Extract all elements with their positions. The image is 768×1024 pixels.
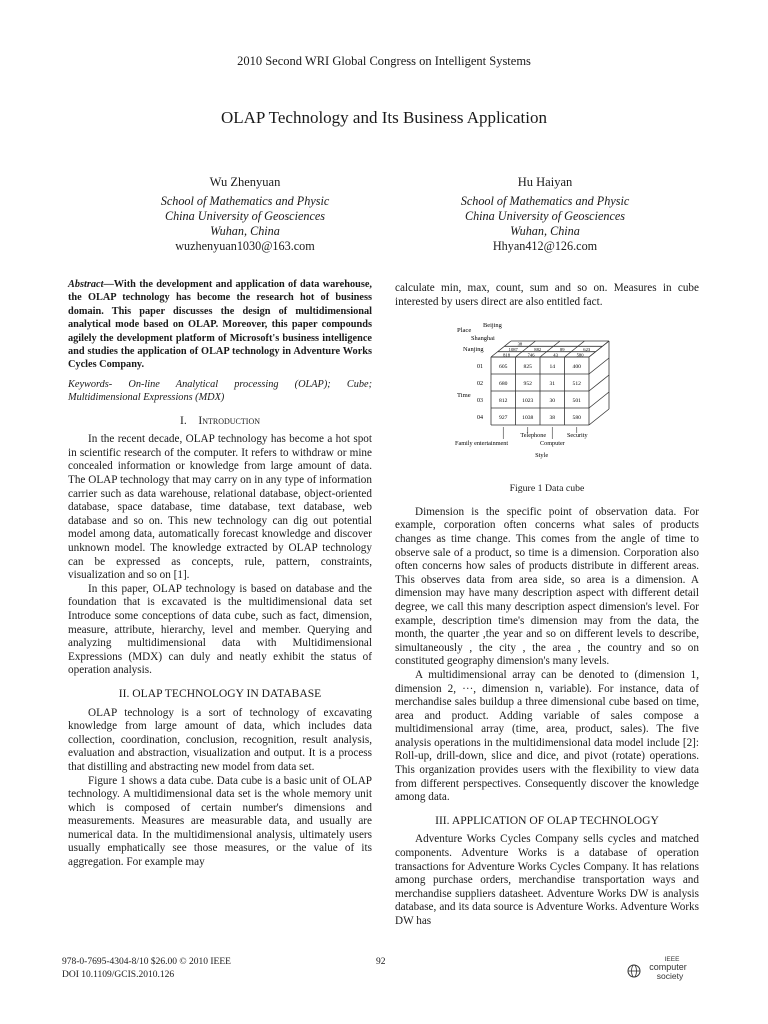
- cube-cell-value: 927: [498, 415, 507, 422]
- cube-cell-value: 501: [572, 398, 581, 405]
- author-name: Hu Haiyan: [517, 175, 573, 189]
- author-dept: School of Mathematics and Physic: [460, 194, 630, 208]
- paragraph: In the recent decade, OLAP technology has become a hot spot in scientific research of the computer. It refers to withdraw or mine concealed information or knowledge from large amount of data. The OLAP technology that may carry on in any type of information carrier such as data warehouse, relational database, object-oriented database, space database, time database, text database, web database and so on. This new technology can dig out potential model among data, automatically forecast knowledge and discover unknown model. The knowledge extracted by OLAP technology can be expressed as concepts, rule, pattern, constraints, visualization and so on [1].: [68, 433, 372, 582]
- paragraph: calculate min, max, count, sum and so on. Measures in cube interested by users direct are also entitled fact.: [395, 282, 699, 308]
- section-1-heading: [68, 414, 372, 428]
- place-label: Beijing: [482, 322, 502, 330]
- cube-top-value: 43: [552, 352, 558, 358]
- logo-text-ieee: IEEE: [664, 956, 680, 963]
- place-axis-label: Place: [456, 327, 471, 335]
- data-cube-diagram: [455, 315, 640, 480]
- globe-icon: [626, 955, 696, 983]
- grid-line: [589, 341, 609, 357]
- quarter-label: 04: [476, 415, 483, 422]
- cube-top-value: 623: [582, 347, 590, 353]
- paper-title: OLAP Technology and Its Business Application: [220, 108, 548, 127]
- doi-line: DOI 10.1109/GCIS.2010.126: [62, 970, 175, 980]
- paragraph: In this paper, OLAP technology is based on database and the foundation that is excavated is the multidimensional data set Introduce some conceptions of data cube, such as fact, dimension, measure, attribute, hierarchy, level and member. Querying and analyzing multidimensional data with Multidimensional Expressions (MDX) can duly and neatly exhibit the status of operation analysis.: [68, 582, 372, 677]
- abstract: [68, 278, 372, 372]
- quarter-label: 01: [476, 364, 483, 371]
- logo-text-computer: computer: [649, 962, 687, 972]
- cube-cell-value: 31: [548, 381, 555, 388]
- paragraph: Dimension is the specific point of observation data. For example, corporation often concerns what sales of products changes as time change. This comes from the angle of time to observe sale of a product, so time is a dimension. Corporation also often concerns how sales of products distribute in different areas. This observes data from area side, so area is a dimension. A dimension may have many description aspect with different detail degree, we call this many description aspect dimension's level. For example, description time's dimension may from the data, the month, the quarter ,the year and so on different levels to describe, simultaneously , the city , the area , the country and so on constituted geography dimension's many levels.: [395, 505, 699, 668]
- grid-line: [589, 392, 609, 408]
- style-axis-label: Style: [534, 452, 548, 460]
- cube-cell-value: 512: [572, 381, 581, 388]
- cube-top-value: 746: [527, 352, 535, 358]
- section-2-heading: II. OLAP TECHNOLOGY IN DATABASE: [118, 686, 322, 700]
- logo-text-society: society: [656, 971, 684, 981]
- cube-top-value: 1087: [508, 347, 518, 353]
- abstract-text: —With the development and application of data warehouse, the OLAP technology has become the research hot of business domain. This paper discusses the design of multidimensional analytical mode based on OLAP. Moreover, this paper compounds agilely the development platform of Microsoft's business intelligence and studies the application of OLAP technology in Adventure Works Cycles Company.: [68, 279, 372, 371]
- cube-cell-value: 680: [498, 381, 507, 388]
- cube-cell-value: 400: [572, 364, 581, 371]
- author-univ: China University of Geosciences: [464, 209, 626, 223]
- cube-top-value: 882: [533, 347, 541, 353]
- page-number: 92: [376, 957, 386, 967]
- footer-left: [62, 956, 231, 982]
- style-label: Telephone: [519, 432, 546, 440]
- cube-cell-value: 1038: [521, 415, 533, 422]
- style-label: Computer: [539, 440, 565, 448]
- cube-cell-value: 825: [523, 364, 532, 371]
- right-column: [395, 282, 699, 929]
- cube-cell-value: 30: [548, 398, 555, 405]
- grid-line: [589, 358, 609, 374]
- style-label: Family entertainment: [454, 440, 508, 448]
- section-number: I.: [180, 413, 187, 427]
- paragraph: Figure 1 shows a data cube. Data cube is a basic unit of OLAP technology. A multidimensional data set is the whole memory unit which is composed of certain number's dimensions and measurements. Measures are measurable data, and usually are numerical data. In the multidimensional analysis, ultimately users usually emphatically see those measures, or the value of its aggregation. For example may: [68, 774, 372, 869]
- author-email[interactable]: wuzhenyuan1030@163.com: [175, 239, 315, 253]
- author-dept: School of Mathematics and Physic: [160, 194, 330, 208]
- author-name: Wu Zhenyuan: [209, 175, 281, 189]
- keywords: Keywords- On-line Analytical processing (OLAP); Cube; Multidimensional Expressions (MDX): [68, 378, 372, 404]
- author-email[interactable]: Hhyan412@126.com: [492, 239, 598, 253]
- author-block-2: [395, 175, 695, 254]
- cube-top-value: 38: [517, 341, 522, 347]
- data-cube-figure: [455, 315, 640, 480]
- abstract-label: Abstract: [68, 279, 104, 290]
- place-label: Nanjing: [462, 346, 484, 354]
- cube-cell-value: 812: [498, 398, 507, 405]
- grid-line: [589, 375, 609, 391]
- paragraph: A multidimensional array can be denoted to (dimension 1, dimension 2, ···, dimension n, variable). For instance, data of merchandise sales buildup a three dimensional cube based on time, area and product. Adding variable of sales compose a multidimensional array (time, area, product, sales). The five analysis operations in the multidimensional data model include [2]: Roll-up, drill-down, slice and dice, and pivot (rotate) operations. This organization provides users with the flexibility to view data from different perspectives. Consequently discover the knowledge among data.: [395, 668, 699, 804]
- time-axis-label: Time: [456, 392, 471, 400]
- style-label: Security: [566, 432, 588, 440]
- quarter-label: 03: [476, 398, 483, 405]
- paragraph: Adventure Works Cycles Company sells cycles and matched components. Adventure Works is a database of operation transactions for Adventure Works Cycles Company. It has relations among purchase orders, merchandise transportation ways and merchandise suppliers datasheet. Adventure Works DW is analysis database, and its data source is Adventure Works. Adventure Works DW has: [395, 833, 699, 927]
- cube-cell-value: 952: [523, 381, 532, 388]
- isbn-line: 978-0-7695-4304-8/10 $26.00 © 2010 IEEE: [62, 957, 231, 967]
- author-univ: China University of Geosciences: [164, 209, 326, 223]
- cube-cell-value: 38: [548, 415, 555, 422]
- section-3-heading: III. APPLICATION OF OLAP TECHNOLOGY: [435, 813, 659, 827]
- left-column: [68, 278, 372, 870]
- ieee-computer-society-logo: [626, 955, 696, 983]
- author-block-1: [95, 175, 395, 254]
- author-city: Wuhan, China: [510, 224, 580, 238]
- conference-name: 2010 Second WRI Global Congress on Intelligent Systems: [237, 54, 531, 68]
- paragraph: OLAP technology is a sort of technology of excavating knowledge from large amount of data, which includes data collection, coordination, conclusion, recognition, result analysis, evaluation and abstraction, visualization and output. It is a process that distilling and abstracting new model from data set.: [68, 706, 372, 773]
- author-city: Wuhan, China: [210, 224, 280, 238]
- quarter-label: 02: [476, 381, 483, 388]
- grid-line: [589, 409, 609, 425]
- section-title: Introduction: [198, 413, 260, 427]
- cube-top-value: 580: [576, 352, 584, 358]
- cube-top-value: 818: [502, 352, 510, 358]
- cube-cell-value: 1023: [521, 398, 533, 405]
- place-label: Shanghai: [470, 335, 495, 343]
- cube-top-value: 89: [559, 347, 565, 353]
- cube-cell-value: 605: [498, 364, 507, 371]
- figure-caption: Figure 1 Data cube: [509, 483, 585, 495]
- cube-cell-value: 14: [548, 364, 555, 371]
- cube-cell-value: 580: [572, 415, 581, 422]
